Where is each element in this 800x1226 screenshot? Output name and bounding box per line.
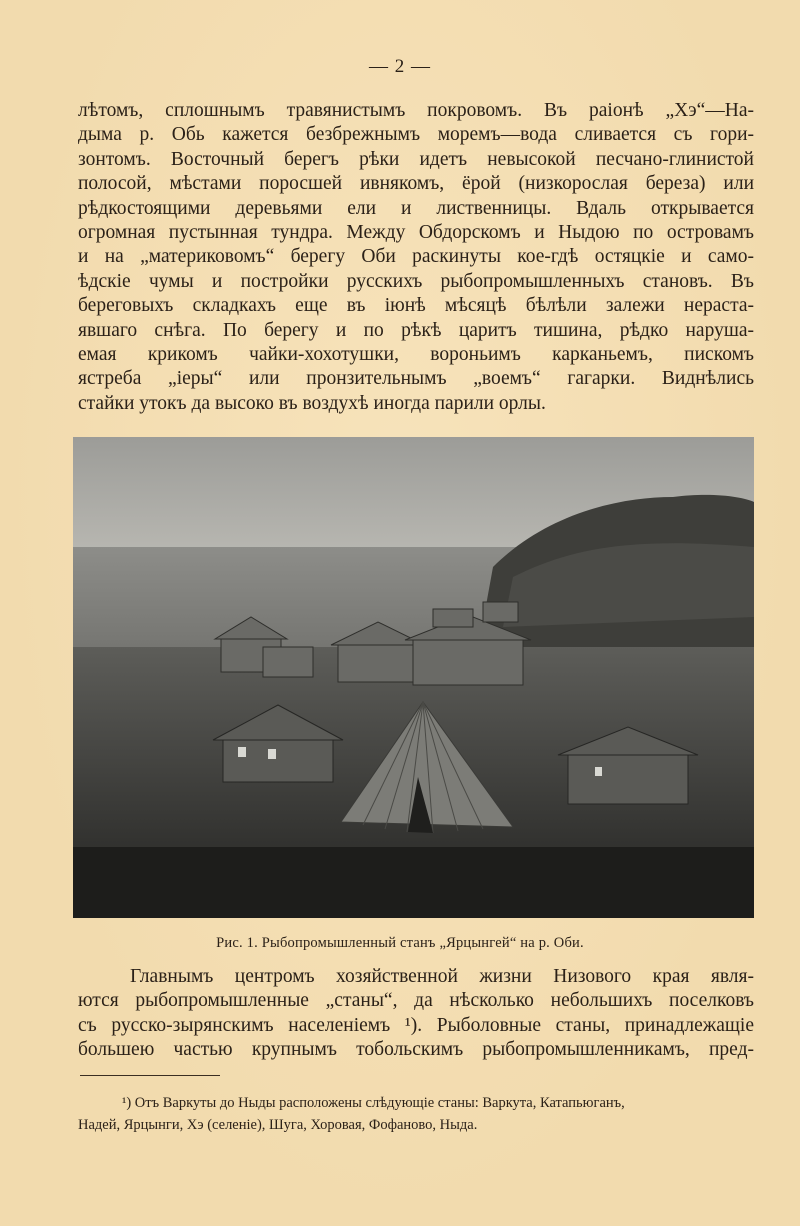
text-line: и на „материковомъ“ берегу Оби раскинуты кое-гдѣ остяцкіе и само- (78, 246, 754, 268)
photo-illustration (73, 437, 754, 918)
text-line: ются рыбопромышленные „станы“, да нѣсколько небольшихъ поселковъ (78, 990, 754, 1012)
footnote (78, 1092, 754, 1136)
text-line: лѣтомъ, сплошнымъ травянистымъ покровомъ. Въ раіонѣ „Хэ“—На- (78, 100, 754, 121)
text-line: береговыхъ складкахъ еще въ іюнѣ мѣсяцѣ бѣлѣли залежи нераста- (78, 295, 754, 317)
text-line: дыма р. Обь кажется безбрежнымъ моремъ—вода сливается съ гори- (78, 124, 754, 146)
paragraph-1 (78, 99, 754, 416)
paragraph-2 (78, 965, 754, 1063)
text-line: ѣдскіе чумы и постройки русскихъ рыбопромышленныхъ становъ. Въ (78, 270, 754, 292)
text-line: ястреба „іеры“ или пронзительнымъ „воемъ“ гагарки. Виднѣлись (78, 368, 754, 390)
footnote-line: Надей, Ярцынги, Хэ (селеніе), Шуга, Хоровая, Фофаново, Ныда. (78, 1117, 478, 1133)
page-number: — 2 — (369, 56, 431, 77)
text-line: емая крикомъ чайки-хохотушки, вороньимъ карканьемъ, пискомъ (78, 344, 754, 366)
text-line: явшаго снѣга. По берегу и по рѣкѣ царитъ тишина, рѣдко наруша- (78, 319, 754, 341)
footnote-divider (80, 1075, 220, 1076)
footnote-line: ¹) Отъ Варкуты до Ныды расположены слѣдующіе станы: Варкута, Катапьюганъ, (122, 1095, 625, 1111)
figure-caption: Рис. 1. Рыбопромышленный станъ „Ярцынгей“ на р. Оби. (216, 935, 584, 951)
figure-photo-fishing-camp (73, 437, 754, 918)
text-line: зонтомъ. Восточный берегъ рѣки идетъ невысокой песчано-глинистой (78, 148, 754, 170)
text-line: стайки утокъ да высоко въ воздухѣ иногда парили орлы. (78, 392, 546, 414)
text-line: огромная пустынная тундра. Между Обдорскомъ и Ныдою по островамъ (78, 222, 754, 244)
text-line: рѣдкостоящими деревьями ели и лиственницы. Вдаль открывается (78, 197, 754, 219)
text-line: Главнымъ центромъ хозяйственной жизни Низового края явля- (130, 966, 754, 987)
text-line: полосой, мѣстами поросшей ивнякомъ, ёрой (низкорослая береза) или (78, 173, 754, 195)
text-line: съ русско-зырянскимъ населеніемъ ¹). Рыболовные станы, принадлежащіе (78, 1014, 754, 1036)
text-line: большею частью крупнымъ тобольскимъ рыбопромышленникамъ, пред- (78, 1039, 754, 1061)
